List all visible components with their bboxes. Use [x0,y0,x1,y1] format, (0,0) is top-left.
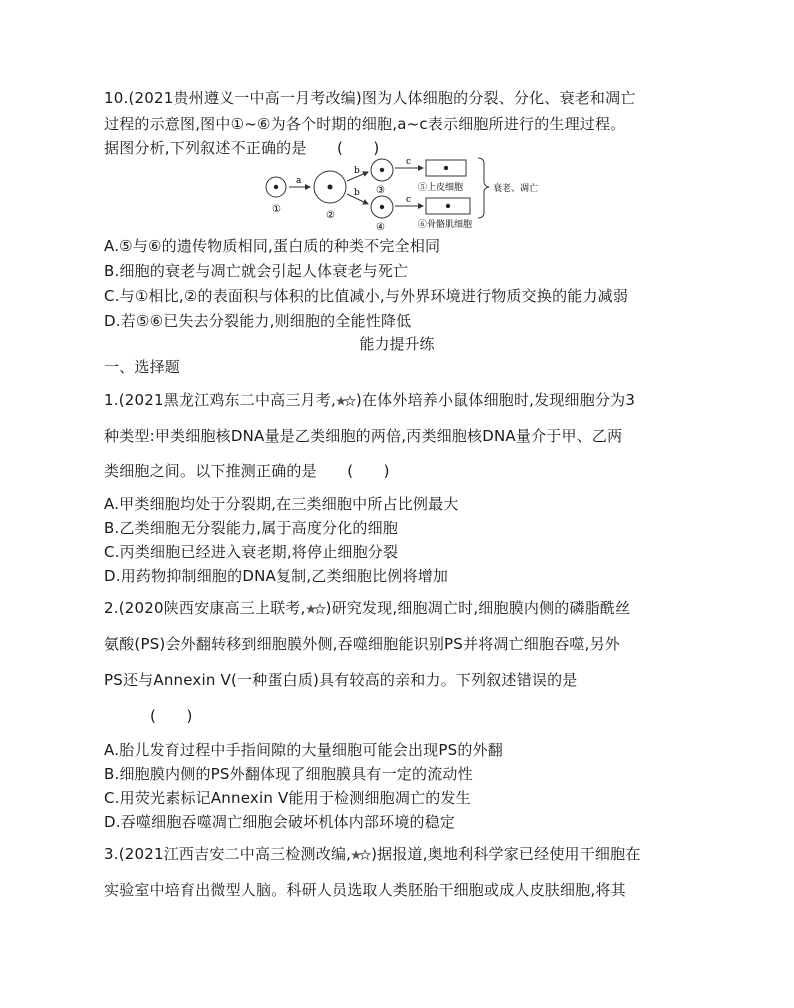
q2-stem-text: )研究发现,细胞凋亡时,细胞膜内侧的磷脂酰丝 [325,599,631,617]
brace-label: 衰老、凋亡 [493,184,539,194]
q1-option-c: C.丙类细胞已经进入衰老期,将停止细胞分裂 [104,543,399,561]
cell-3-label: ③ [376,185,385,196]
q2-option-c: C.用荧光素标记Annexin V能用于检测细胞凋亡的发生 [104,789,471,807]
q3-stem-line-2: 实验室中培育出微型人脑。科研人员选取人类胚胎干细胞或成人皮肤细胞,将其 [104,881,626,899]
q2-stem-line-1 [104,598,630,618]
q3-source: 3.(2021江西吉安二中高三检测改编, [104,845,352,863]
q2-answer-blank: ( ) [150,707,193,725]
q3-stem-text: )据报道,奥地利科学家已经使用干细胞在 [371,845,641,863]
q2-stem-line-2: 氨酸(PS)会外翻转移到细胞膜外侧,吞噬细胞能识别PS并将凋亡细胞吞噬,另外 [104,635,620,653]
arrow-a-label: a [296,176,302,186]
q1-stem-text: )在体外培养小鼠体细胞时,发现细胞分为3 [355,391,636,409]
section-heading: 一、选择题 [104,358,181,376]
cell-1-label: ① [272,204,281,215]
arrow-c-upper-label: c [406,157,412,167]
q1-option-a: A.甲类细胞均处于分裂期,在三类细胞中所占比例最大 [104,495,459,513]
q10-stem-line-1: 10.(2021贵州遵义一中高一月考改编)图为人体细胞的分裂、分化、衰老和凋亡 [104,89,636,107]
q3-stem-line-1 [104,844,641,864]
q10-option-a: A.⑤与⑥的遗传物质相同,蛋白质的种类不完全相同 [104,237,441,255]
brace [478,158,489,218]
q1-source: 1.(2021黑龙江鸡东二中高三月考, [104,391,336,409]
q1-stem-line-2: 种类型:甲类细胞核DNA量是乙类细胞的两倍,丙类细胞核DNA量介于甲、乙两 [104,427,623,445]
q1-option-b: B.乙类细胞无分裂能力,属于高度分化的细胞 [104,519,399,537]
difficulty-stars-icon [306,603,326,615]
arrow-b-lower-label: b [354,188,360,198]
q2-option-a: A.胎儿发育过程中手指间隙的大量细胞可能会出现PS的外翻 [104,741,503,759]
q2-option-d: D.吞噬细胞吞噬凋亡细胞会破坏机体内部环境的稳定 [104,813,456,831]
q10-stem-line-3: 据图分析,下列叙述不正确的是 ( ) [104,139,380,157]
skeletal-muscle-cell-label: ⑥骨骼肌细胞 [418,220,473,230]
q10-stem-line-2: 过程的示意图,图中①~⑥为各个时期的细胞,a~c表示细胞所进行的生理过程。 [104,115,626,133]
q10-option-d: D.若⑤⑥已失去分裂能力,则细胞的全能性降低 [104,312,412,330]
q1-stem-line-3: 类细胞之间。以下推测正确的是 ( ) [104,462,390,480]
arrow-c-lower-label: c [406,195,412,205]
arrow-b-upper-label: b [354,166,360,176]
q2-stem-line-3: PS还与Annexin V(一种蛋白质)具有较高的亲和力。下列叙述错误的是 [104,671,578,689]
cell-2-label: ② [326,210,335,221]
q2-option-b: B.细胞膜内侧的PS外翻体现了细胞膜具有一定的流动性 [104,765,473,783]
cell-4-label: ④ [376,222,385,232]
cell-process-diagram [258,150,558,232]
q1-option-d: D.用药物抑制细胞的DNA复制,乙类细胞比例将增加 [104,567,449,585]
difficulty-stars-icon [351,849,371,861]
q10-option-c: C.与①相比,②的表面积与体积的比值减小,与外界环境进行物质交换的能力减弱 [104,287,629,305]
q10-option-b: B.细胞的衰老与凋亡就会引起人体衰老与死亡 [104,262,409,280]
epithelial-cell-label: ⑤上皮细胞 [418,183,464,193]
q2-source: 2.(2020陕西安康高三上联考, [104,599,306,617]
difficulty-stars-icon [336,395,356,407]
section-title: 能力提升练 [359,335,435,353]
q1-stem-line-1 [104,390,635,410]
